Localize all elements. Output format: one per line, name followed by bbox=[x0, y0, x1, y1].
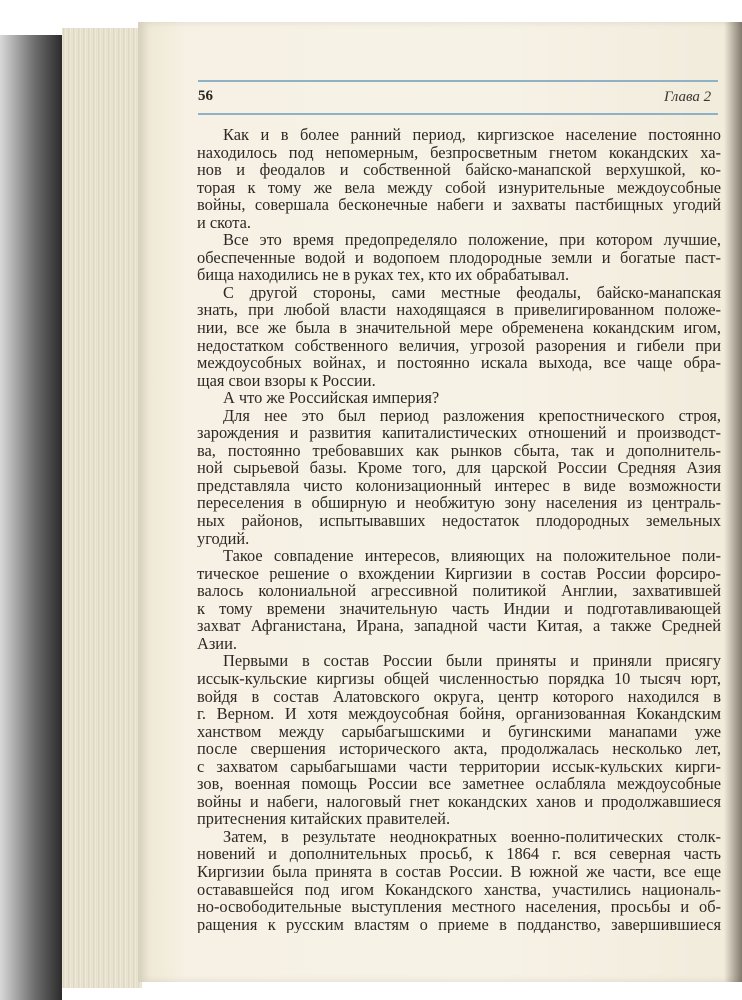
text-line: ращения к русским властям о приеме в подданство, завершившиеся bbox=[197, 915, 721, 934]
text-line: знать, при любой власти находящаяся в привелигированном положе- bbox=[197, 301, 721, 320]
book-page-edges bbox=[62, 28, 142, 988]
text-line: валось колониальной агрессивной политикой Англии, захватившей bbox=[197, 582, 721, 600]
text-line: остававшейся под игом Кокандского ханства, участились националь- bbox=[197, 880, 721, 899]
text-line: после свершения исторического акта, продолжалась несколько лет, bbox=[197, 740, 721, 758]
text-line: но-освободительные выступления местного населения, просьбы и об- bbox=[197, 898, 721, 916]
header-rule-bottom bbox=[198, 113, 718, 115]
text-line: Все это время предопределяло положение, при котором лучшие, bbox=[223, 231, 721, 249]
text-line: Для нее это был период разложения крепостнического строя, bbox=[223, 406, 721, 425]
text-line: Азии. bbox=[197, 634, 237, 653]
text-line: г. Верном. И хотя междоусобная бойня, организованная Кокандским bbox=[197, 705, 721, 723]
body-text bbox=[197, 126, 721, 933]
text-line: нов и феодалов и собственной байско-манапской верхушкой, ко- bbox=[197, 161, 721, 179]
text-line: новений и дополнительных просьб, к 1864 г. вся северная часть bbox=[197, 845, 721, 863]
text-line: войны, совершала бесконечные набеги и захваты пастбищных угодий bbox=[197, 196, 721, 214]
page-right-edge-shadow bbox=[724, 22, 742, 982]
text-line: Киргизии была принята в состав России. В южной же части, все еще bbox=[197, 862, 721, 881]
text-line: Первыми в состав России были приняты и приняли присягу bbox=[223, 652, 721, 670]
text-line: недостатком собственного величия, угрозой разорения и гибели при bbox=[197, 336, 721, 355]
text-line: ных районов, испытывавших недостаток плодородных земельных bbox=[197, 512, 721, 530]
scanner-shadow bbox=[0, 35, 62, 1000]
text-line: войдя в состав Алатовского округа, центр которого находился в bbox=[197, 687, 721, 706]
text-line: ной сырьевой базы. Кроме того, для царской России Средняя Азия bbox=[197, 459, 721, 477]
text-line: и скота. bbox=[197, 213, 251, 232]
text-line: А что же Российская империя? bbox=[223, 389, 440, 407]
text-line: Такое совпадение интересов, влияющих на положительное поли- bbox=[223, 547, 721, 565]
text-line: С другой стороны, сами местные феодалы, байско-манапская bbox=[223, 283, 721, 302]
text-line: Затем, в результате неоднократных военно-политических столк- bbox=[223, 827, 721, 846]
text-line: ханством между сарыбагышскими и бугинскими манапами уже bbox=[197, 722, 721, 741]
header-rule-top bbox=[198, 80, 718, 82]
text-line: бища находились не в руках тех, кто их обрабатывал. bbox=[197, 266, 570, 284]
text-line: торая к тому же вела между собой изнурительные междоусобные bbox=[197, 178, 721, 197]
text-line: нии, все же была в значительной мере обременена кокандским игом, bbox=[197, 319, 721, 337]
page-number: 56 bbox=[198, 88, 213, 104]
text-line: переселения в обширную и необжитую зону населения из централь- bbox=[197, 494, 721, 513]
text-line: щая свои взоры к России. bbox=[197, 371, 376, 390]
text-line: захват Афганистана, Ирана, западной части Китая, а также Средней bbox=[197, 617, 721, 635]
text-line: войны и набеги, налоговый гнет кокандских ханов и продолжавшиеся bbox=[197, 792, 721, 811]
text-line: с захватом сарыбагышами части территории иссык-кульских кирги- bbox=[197, 757, 721, 776]
text-line: ва, постоянно требовавших как рынков сбыта, так и дополнитель- bbox=[197, 441, 721, 460]
text-line: тическое решение о вхождении Киргизии в состав России форсиро- bbox=[197, 564, 721, 583]
text-line: обеспеченные водой и водопоем плодородные земли и богатые паст- bbox=[197, 248, 721, 267]
text-line: Как и в более ранний период, киргизское население постоянно bbox=[223, 126, 721, 144]
text-line: зов, военная помощь России все заметнее ослабляла междоусобные bbox=[197, 775, 721, 793]
text-line: представляла чисто колонизационный интерес в виде возможности bbox=[197, 476, 721, 495]
text-line: иссык-кульские киргизы общей численностью порядка 10 тысяч юрт, bbox=[197, 669, 721, 688]
text-line: зарождения и развития капиталистических отношений и производст- bbox=[197, 424, 721, 442]
text-line: междоусобных войнах, и постоянно искала выхода, все чаще обра- bbox=[197, 354, 721, 372]
text-line: к тому времени значительную часть Индии и подготавливающей bbox=[197, 599, 721, 618]
text-line: притеснения китайских правителей. bbox=[197, 810, 451, 828]
text-line: находилось под непомерным, безпросветным гнетом кокандских ха- bbox=[197, 143, 721, 162]
text-line: угодий. bbox=[197, 529, 250, 548]
running-head: Глава 2 bbox=[664, 89, 712, 105]
